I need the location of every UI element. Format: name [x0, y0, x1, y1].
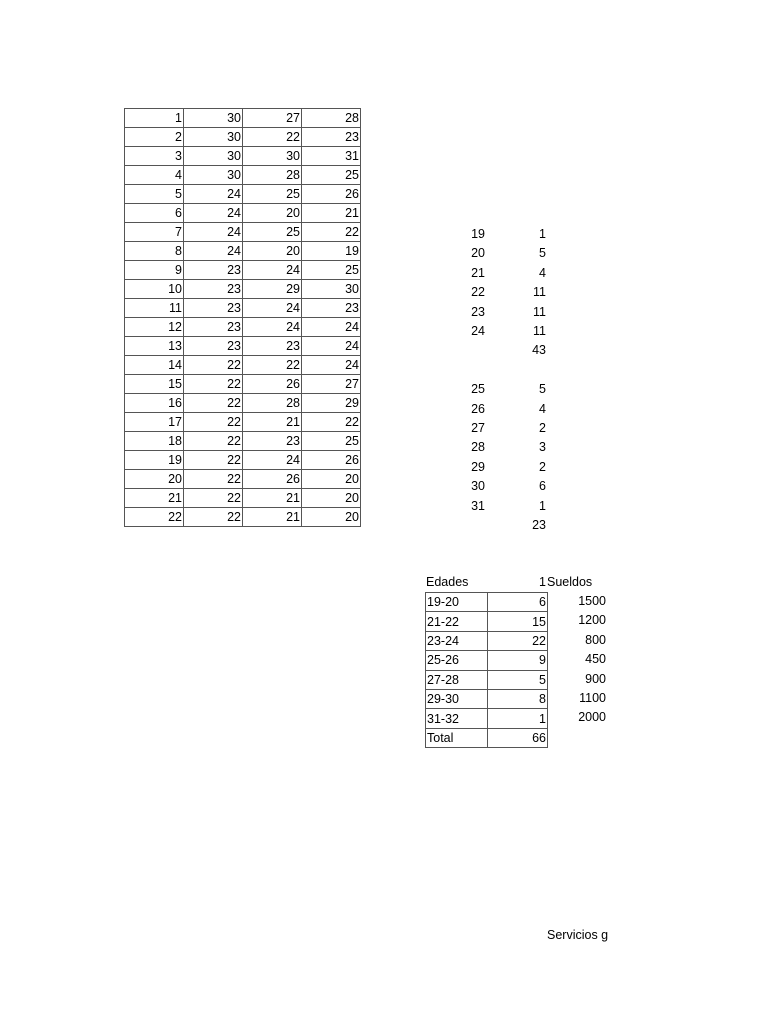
- table-cell[interactable]: 24: [243, 451, 302, 470]
- sueldos-column: [548, 592, 606, 728]
- edades-count-cell[interactable]: 15: [488, 612, 548, 631]
- table-cell[interactable]: 17: [125, 413, 184, 432]
- table-cell[interactable]: 20: [302, 489, 361, 508]
- table-cell[interactable]: 24: [184, 204, 243, 223]
- table-row: [125, 261, 361, 280]
- table-cell[interactable]: 15: [125, 375, 184, 394]
- table-cell[interactable]: 23: [302, 128, 361, 147]
- frequency-age: 29: [471, 459, 485, 474]
- table-row: [125, 223, 361, 242]
- table-cell[interactable]: 20: [243, 204, 302, 223]
- table-row: [125, 185, 361, 204]
- frequency-count: 23: [532, 518, 546, 532]
- sueldo-value: 800: [585, 632, 606, 647]
- table-cell[interactable]: 30: [184, 166, 243, 185]
- edades-range-cell[interactable]: 27-28: [426, 670, 488, 689]
- table-cell[interactable]: 28: [243, 166, 302, 185]
- table-row: [125, 166, 361, 185]
- edades-row: [426, 670, 548, 689]
- table-cell[interactable]: 30: [184, 128, 243, 147]
- table-cell[interactable]: 21: [243, 489, 302, 508]
- frequency-age: 28: [471, 440, 485, 455]
- edades-count-cell[interactable]: 22: [488, 631, 548, 650]
- frequency-count: 5: [539, 382, 546, 397]
- frequency-age: 19: [471, 227, 485, 241]
- table-cell[interactable]: 8: [125, 242, 184, 261]
- table-cell[interactable]: 29: [243, 280, 302, 299]
- table-cell[interactable]: 28: [243, 394, 302, 413]
- table-row: [125, 394, 361, 413]
- frequency-row: [440, 225, 546, 244]
- frequency-age: 25: [471, 382, 485, 397]
- table-cell[interactable]: 2: [125, 128, 184, 147]
- table-cell[interactable]: 22: [243, 356, 302, 375]
- table-cell[interactable]: 26: [243, 470, 302, 489]
- table-cell[interactable]: 24: [184, 242, 243, 261]
- edades-range-cell[interactable]: 29-30: [426, 689, 488, 708]
- frequency-row: [440, 477, 546, 496]
- table-cell[interactable]: 26: [302, 185, 361, 204]
- table-row: [125, 489, 361, 508]
- table-row: [125, 451, 361, 470]
- table-cell[interactable]: 22: [184, 375, 243, 394]
- table-cell[interactable]: 20: [125, 470, 184, 489]
- table-cell[interactable]: 24: [243, 318, 302, 337]
- table-row: [125, 204, 361, 223]
- edades-count-cell[interactable]: 8: [488, 689, 548, 708]
- frequency-row: [440, 497, 546, 516]
- frequency-count: 11: [533, 285, 546, 300]
- edades-table: [425, 592, 548, 748]
- edades-header: [426, 573, 616, 592]
- table-row: [125, 147, 361, 166]
- edades-count-cell[interactable]: 6: [488, 593, 548, 612]
- edades-count-cell[interactable]: 1: [488, 709, 548, 728]
- table-cell[interactable]: 24: [243, 299, 302, 318]
- frequency-row: [440, 303, 546, 322]
- table-row: [125, 299, 361, 318]
- frequency-count: 2: [539, 421, 546, 435]
- table-cell[interactable]: 11: [125, 299, 184, 318]
- frequency-age: 27: [471, 421, 485, 435]
- frequency-age: 30: [471, 479, 485, 494]
- table-cell[interactable]: 16: [125, 394, 184, 413]
- table-row: [125, 432, 361, 451]
- table-cell[interactable]: 24: [184, 185, 243, 204]
- table-cell[interactable]: 4: [125, 166, 184, 185]
- table-cell[interactable]: 6: [125, 204, 184, 223]
- edades-header-label: Edades: [426, 575, 469, 589]
- edades-header-count: 1: [539, 575, 546, 589]
- frequency-count: 3: [539, 440, 546, 455]
- edades-row: [426, 709, 548, 728]
- table-row: [125, 375, 361, 394]
- frequency-count: 4: [539, 265, 546, 280]
- table-cell[interactable]: 31: [302, 147, 361, 166]
- table-cell[interactable]: 22: [184, 451, 243, 470]
- table-cell[interactable]: 1: [125, 109, 184, 128]
- sueldo-value: 900: [585, 671, 606, 686]
- sueldos-header-label: Sueldos: [547, 575, 593, 589]
- edades-total-row: [426, 728, 548, 747]
- table-cell[interactable]: 23: [184, 318, 243, 337]
- table-cell[interactable]: 22: [302, 223, 361, 242]
- table-cell[interactable]: 23: [243, 432, 302, 451]
- table-cell[interactable]: 30: [302, 280, 361, 299]
- table-cell[interactable]: 23: [243, 337, 302, 356]
- edades-count-cell[interactable]: 9: [488, 651, 548, 670]
- frequency-row: [440, 380, 546, 399]
- frequency-count: 2: [539, 459, 546, 474]
- table-cell[interactable]: 24: [302, 318, 361, 337]
- edades-range-cell[interactable]: 21-22: [426, 612, 488, 631]
- table-cell[interactable]: 29: [302, 394, 361, 413]
- table-cell[interactable]: 26: [302, 451, 361, 470]
- edades-range-cell[interactable]: 19-20: [426, 593, 488, 612]
- frequency-subtotal: [440, 516, 546, 535]
- table-cell[interactable]: 25: [243, 185, 302, 204]
- table-cell[interactable]: 25: [243, 223, 302, 242]
- frequency-row: [440, 438, 546, 457]
- edades-range-cell[interactable]: 31-32: [426, 709, 488, 728]
- table-row: [125, 109, 361, 128]
- table-cell[interactable]: 30: [184, 147, 243, 166]
- table-cell[interactable]: 21: [302, 204, 361, 223]
- frequency-row: [440, 400, 546, 419]
- frequency-row: [440, 264, 546, 283]
- table-cell[interactable]: 18: [125, 432, 184, 451]
- table-cell[interactable]: 20: [302, 508, 361, 527]
- edades-row: [426, 631, 548, 650]
- frequency-row: [440, 419, 546, 438]
- footer-note: Servicios g: [547, 928, 609, 942]
- table-cell[interactable]: 21: [243, 413, 302, 432]
- table-cell[interactable]: 22: [184, 394, 243, 413]
- table-cell[interactable]: 22: [184, 356, 243, 375]
- frequency-count: 11: [533, 304, 546, 319]
- frequency-age: 23: [471, 304, 485, 319]
- frequency-row: [440, 283, 546, 302]
- table-row: [125, 280, 361, 299]
- frequency-count: 6: [539, 479, 546, 494]
- table-cell[interactable]: 21: [243, 508, 302, 527]
- table-cell[interactable]: 22: [184, 508, 243, 527]
- table-cell[interactable]: 22: [184, 470, 243, 489]
- frequency-count: 11: [533, 324, 546, 338]
- table-cell[interactable]: 22: [184, 432, 243, 451]
- table-cell[interactable]: 26: [243, 375, 302, 394]
- edades-count-cell[interactable]: 5: [488, 670, 548, 689]
- frequency-count: 4: [539, 401, 546, 416]
- edades-table-body: [426, 593, 548, 748]
- table-cell[interactable]: 20: [243, 242, 302, 261]
- table-cell[interactable]: 24: [243, 261, 302, 280]
- table-cell[interactable]: 27: [243, 109, 302, 128]
- table-cell[interactable]: 25: [302, 261, 361, 280]
- frequency-age: 31: [471, 498, 485, 513]
- table-cell[interactable]: 22: [184, 489, 243, 508]
- table-cell[interactable]: 20: [302, 470, 361, 489]
- table-cell[interactable]: 23: [302, 299, 361, 318]
- table-cell[interactable]: 19: [302, 242, 361, 261]
- frequency-row: [440, 458, 546, 477]
- edades-range-cell[interactable]: 25-26: [426, 651, 488, 670]
- table-cell[interactable]: 24: [184, 223, 243, 242]
- table-cell[interactable]: 22: [184, 413, 243, 432]
- table-cell[interactable]: 22: [243, 128, 302, 147]
- table-cell[interactable]: 10: [125, 280, 184, 299]
- frequency-count: 5: [539, 246, 546, 261]
- table-cell[interactable]: 30: [243, 147, 302, 166]
- frequency-age: 22: [471, 285, 485, 300]
- frequency-row: [440, 244, 546, 263]
- table-cell[interactable]: 23: [184, 280, 243, 299]
- table-cell[interactable]: 23: [184, 261, 243, 280]
- table-cell[interactable]: 23: [184, 337, 243, 356]
- table-cell[interactable]: 25: [302, 166, 361, 185]
- table-cell[interactable]: 3: [125, 147, 184, 166]
- frequency-row: [440, 322, 546, 341]
- table-cell[interactable]: 27: [302, 375, 361, 394]
- table-cell[interactable]: 30: [184, 109, 243, 128]
- table-cell[interactable]: 24: [302, 356, 361, 375]
- frequency-count: 1: [539, 227, 546, 241]
- edades-row: [426, 651, 548, 670]
- table-cell[interactable]: 5: [125, 185, 184, 204]
- table-cell[interactable]: 22: [302, 413, 361, 432]
- edades-range-cell[interactable]: 23-24: [426, 631, 488, 650]
- edades-total-count[interactable]: 66: [488, 728, 548, 747]
- table-cell[interactable]: 24: [302, 337, 361, 356]
- table-cell[interactable]: 12: [125, 318, 184, 337]
- table-cell[interactable]: 28: [302, 109, 361, 128]
- sueldo-value: 450: [585, 652, 606, 667]
- table-row: [125, 356, 361, 375]
- age-data-table: [124, 108, 361, 527]
- table-cell[interactable]: 7: [125, 223, 184, 242]
- table-row: [125, 470, 361, 489]
- table-cell[interactable]: 13: [125, 337, 184, 356]
- age-data-table-body: [125, 109, 361, 527]
- table-row: [125, 128, 361, 147]
- edades-row: [426, 593, 548, 612]
- edades-row: [426, 689, 548, 708]
- sueldo-value: 1500: [578, 594, 606, 608]
- sueldo-value: 2000: [578, 710, 606, 725]
- frequency-subtotal: [440, 341, 546, 360]
- table-cell[interactable]: 14: [125, 356, 184, 375]
- frequency-age: 24: [471, 324, 485, 338]
- sueldo-value: 1200: [578, 613, 606, 628]
- frequency-age: 20: [471, 246, 485, 261]
- table-row: [125, 508, 361, 527]
- frequency-age: 26: [471, 401, 485, 416]
- table-cell[interactable]: 19: [125, 451, 184, 470]
- frequency-age: 21: [471, 265, 485, 280]
- table-row: [125, 242, 361, 261]
- table-cell[interactable]: 23: [184, 299, 243, 318]
- edades-row: [426, 612, 548, 631]
- table-row: [125, 413, 361, 432]
- sueldo-value: 1100: [579, 690, 606, 705]
- table-row: [125, 318, 361, 337]
- frequency-count: 1: [539, 498, 546, 513]
- table-cell[interactable]: 21: [125, 489, 184, 508]
- table-cell[interactable]: 9: [125, 261, 184, 280]
- table-cell[interactable]: 25: [302, 432, 361, 451]
- edades-total-label[interactable]: Total: [426, 728, 488, 747]
- frequency-count: 43: [532, 343, 546, 358]
- table-cell[interactable]: 22: [125, 508, 184, 527]
- table-row: [125, 337, 361, 356]
